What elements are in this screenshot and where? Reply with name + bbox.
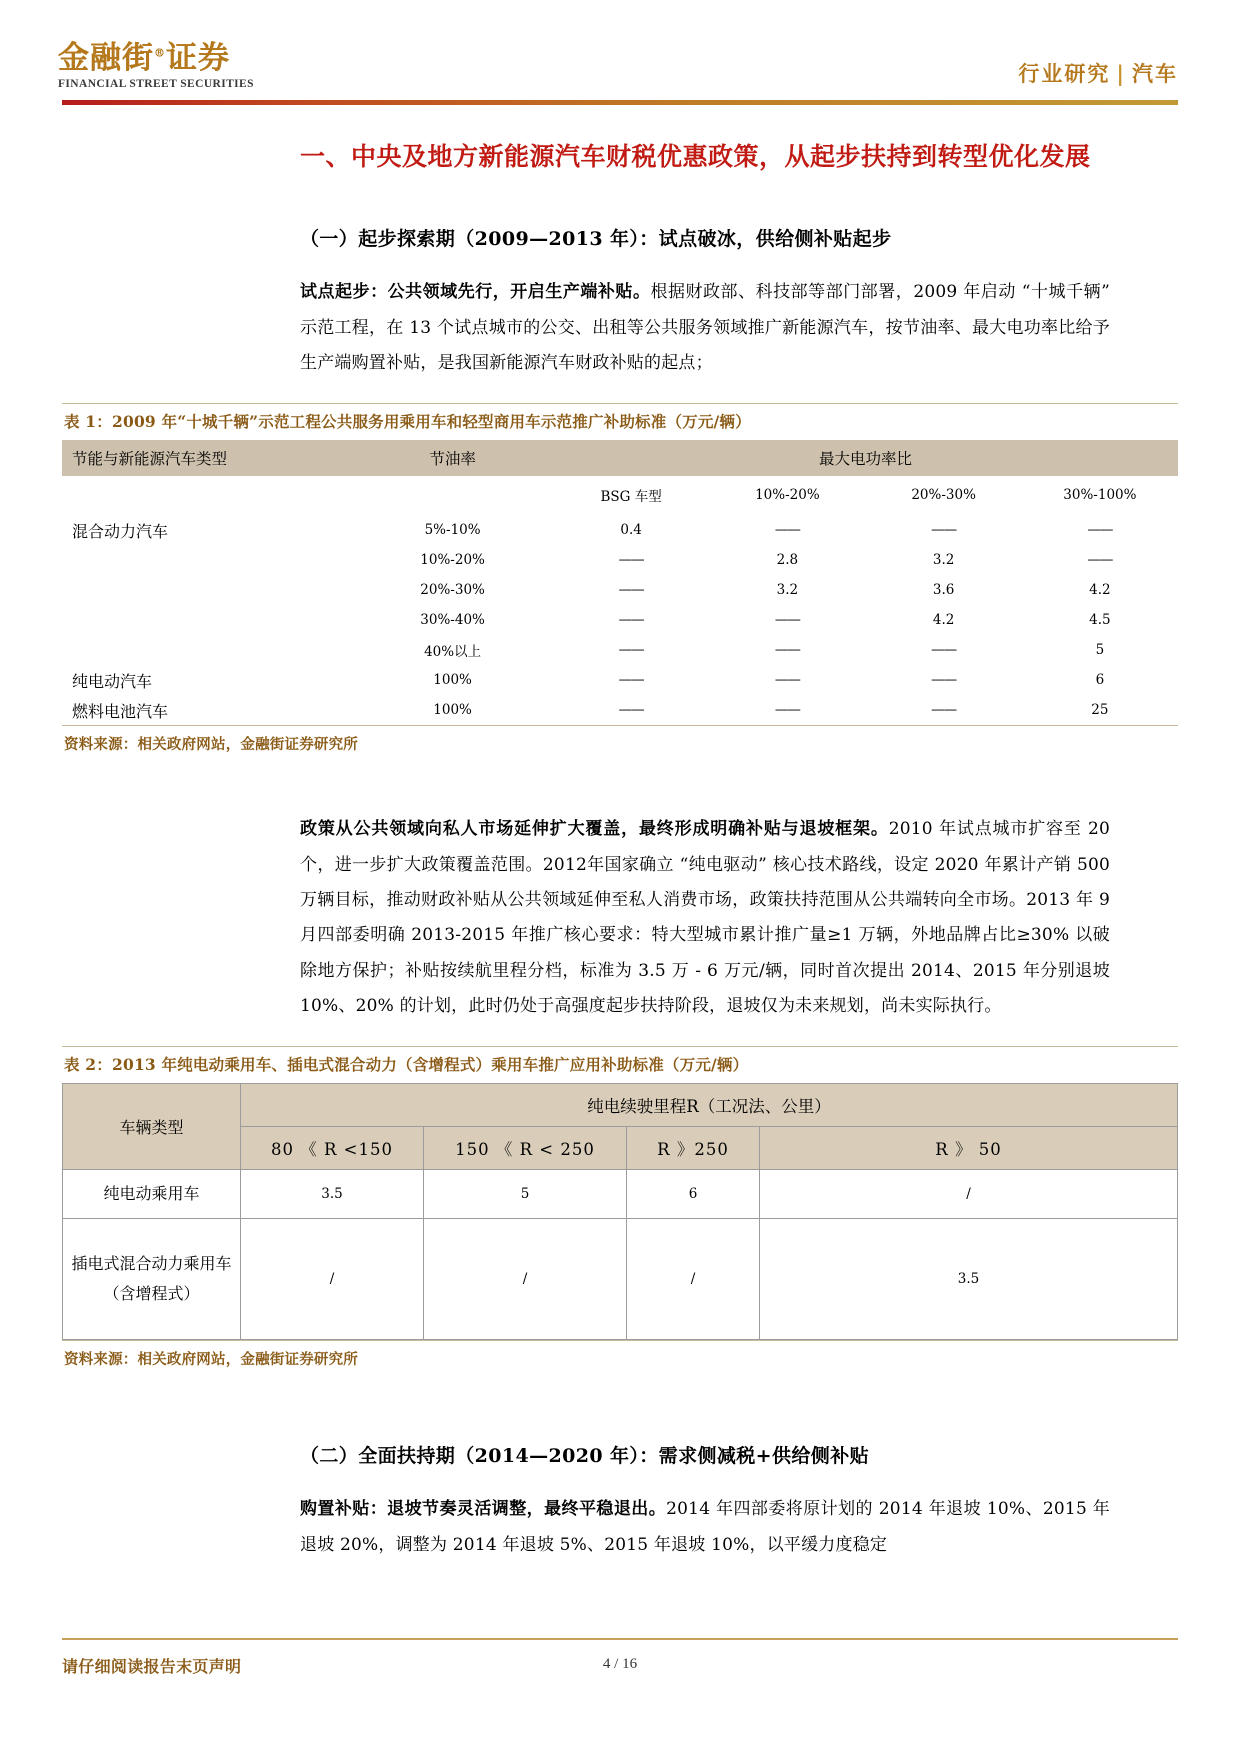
table-2-r0-v1: 5 <box>424 1170 627 1219</box>
table-1-r6-fuel: 100% <box>433 702 472 719</box>
table-row <box>63 1219 1178 1340</box>
table-1-r1-p20: 3.2 <box>932 552 955 569</box>
table-1-r3-type <box>62 605 352 635</box>
table-2-caption: 表 2：2013 年纯电动乘用车、插电式混合动力（含增程式）乘用车推广应用补助标准（万元/辆） <box>62 1046 1178 1083</box>
table-row <box>62 515 1178 546</box>
table-row <box>63 1170 1178 1219</box>
table-1-subhead-10-20: 10%-20% <box>709 476 865 515</box>
table-1-r1-type <box>62 545 352 575</box>
table-1-r3-p20: 4.2 <box>932 612 955 629</box>
table-1-subhead-20-30: 20%-30% <box>866 476 1022 515</box>
table-1-r4-p30: 5 <box>1095 642 1105 659</box>
table-row <box>62 545 1178 575</box>
paragraph-2-lead: 政策从公共领域向私人市场延伸扩大覆盖，最终形成明确补贴与退坡框架。 <box>300 819 889 840</box>
table-1-r4-bsg: —— <box>618 642 644 659</box>
table-1-r4-p20: —— <box>931 642 957 659</box>
footer-rule <box>62 1638 1178 1640</box>
page-total: 16 <box>622 1656 638 1672</box>
table-1-subhead-1 <box>352 476 553 515</box>
page-current: 4 <box>602 1656 611 1672</box>
table-1-col-fuel: 节油率 <box>352 440 553 476</box>
paragraph-1 <box>0 251 1240 381</box>
table-2-r1-v2: / <box>627 1219 760 1340</box>
table-1-r2-bsg: —— <box>618 582 644 599</box>
table-1-r2-p30: 4.2 <box>1089 582 1111 599</box>
footer-page-number <box>62 1656 1178 1673</box>
table-1-subheader-row <box>62 476 1178 515</box>
footer-disclaimer: 请仔细阅读报告末页声明 <box>62 1657 242 1676</box>
table-1-r4-p10: —— <box>774 642 800 659</box>
table-1-r2-fuel: 20%-30% <box>420 582 485 599</box>
table-row <box>62 695 1178 725</box>
table-2-body <box>63 1170 1178 1340</box>
paragraph-2-body: 2010 年试点城市扩容至 20 个，进一步扩大政策覆盖范围。2012年国家确立 “纯电驱动” 核心技术路线，设定 2020 年累计产销 500 万辆目标，推动财政补贴从公共领域延伸至私人消费市场，政策扶持范围从公共端转向全市场。2013 年 9 月四部委明确 2013-2015 年推广核心要求：特大型城市累计推广量≥1 万辆，外地品牌占比≥30% 以破除地方保护；补贴按续航里程分档，标准为 3.5 万 - 6 万元/辆，同时首次提出 2014、2015 年分别退坡 10%、20% 的计划，此时仍处于高强度起步扶持阶段，退坡仅为未来规划，尚未实际执行。 <box>300 819 1110 1017</box>
table-2-col-range-3: R 》250 <box>627 1127 760 1170</box>
table-2-col-range-1: 80 《 R <150 <box>241 1127 424 1170</box>
table-1 <box>62 440 1178 725</box>
table-1-r3-fuel: 30%-40% <box>420 612 485 629</box>
table-2-r0-v3: / <box>760 1170 1178 1219</box>
table-1-col-power-group: 最大电功率比 <box>553 440 1178 476</box>
table-1-r0-p20: —— <box>931 522 957 539</box>
table-1-body <box>62 476 1178 725</box>
table-1-r3-p30: 4.5 <box>1089 612 1111 629</box>
table-1-subhead-bsg: BSG 车型 <box>553 476 709 515</box>
table-2-container <box>0 1046 1240 1369</box>
table-2-source: 资料来源：相关政府网站，金融街证券研究所 <box>62 1340 1178 1369</box>
header-gradient-rule <box>62 100 1178 105</box>
table-2-r0-label: 纯电动乘用车 <box>63 1170 241 1219</box>
table-row <box>62 665 1178 695</box>
table-1-r3-p10: —— <box>774 612 800 629</box>
paragraph-3 <box>0 1468 1240 1563</box>
table-1-r6-p30: 25 <box>1091 702 1109 719</box>
paragraph-1-body: 根据财政部、科技部等部门部署，2009 年启动 “十城千辆” 示范工程，在 13 个试点城市的公交、出租等公共服务领域推广新能源汽车，按节油率、最大电功率比给予生产端购置补贴，是我国新能源汽车财政补贴的起点； <box>300 282 1111 373</box>
paragraph-2 <box>0 754 1240 1024</box>
table-2-r1-v1: / <box>424 1219 627 1340</box>
page-separator: / <box>614 1656 619 1672</box>
table-2-col-vehicle-type: 车辆类型 <box>63 1084 241 1170</box>
paragraph-3-body: 2014 年四部委将原计划的 2014 年退坡 10%、2015 年退坡 20%，调整为 2014 年退坡 5%、2015 年退坡 10%，以平缓力度稳定 <box>300 1499 1110 1555</box>
table-1-subhead-30-100: 30%-100% <box>1022 476 1178 515</box>
table-row <box>62 575 1178 605</box>
header-category <box>1018 58 1178 88</box>
table-1-r0-p30: —— <box>1087 522 1113 539</box>
logo-registered-mark: ® <box>154 46 166 60</box>
section-heading-2: （二）全面扶持期（2014—2020 年）：需求侧减税+供给侧补贴 <box>300 1445 869 1468</box>
table-2-header-row-1 <box>63 1084 1178 1127</box>
table-row <box>62 635 1178 665</box>
table-2-r1-v0: / <box>241 1219 424 1340</box>
table-1-r1-bsg: —— <box>618 552 644 569</box>
table-1-r6-type: 燃料电池汽车 <box>72 701 169 721</box>
table-1-r1-p30: —— <box>1087 552 1113 569</box>
paragraph-3-lead: 购置补贴：退坡节奏灵活调整，最终平稳退出。 <box>300 1499 667 1520</box>
table-2-r0-v2: 6 <box>627 1170 760 1219</box>
page-header <box>0 0 1240 110</box>
table-1-r5-p20: —— <box>931 672 957 689</box>
table-1-r6-p20: —— <box>931 702 957 719</box>
table-1-r4-fuel: 40%以上 <box>424 644 482 661</box>
logo-chinese-name <box>58 42 230 75</box>
table-2-r1-v3: 3.5 <box>760 1219 1178 1340</box>
table-row <box>62 605 1178 635</box>
table-1-col-type: 节能与新能源汽车类型 <box>62 440 352 476</box>
table-1-r0-bsg: 0.4 <box>620 522 642 539</box>
table-1-source: 资料来源：相关政府网站，金融街证券研究所 <box>62 725 1178 754</box>
table-1-r3-bsg: —— <box>618 612 644 629</box>
table-2 <box>62 1083 1178 1340</box>
table-1-caption: 表 1：2009 年“十城千辆”示范工程公共服务用乘用车和轻型商用车示范推广补助标准（万元/辆） <box>62 403 1178 440</box>
page-title: 一、中央及地方新能源汽车财税优惠政策，从起步扶持到转型优化发展 <box>300 142 1091 171</box>
table-1-r5-type: 纯电动汽车 <box>72 671 153 691</box>
header-category-research: 行业研究 <box>1018 61 1111 86</box>
table-1-container <box>0 403 1240 754</box>
table-1-r6-p10: —— <box>774 702 800 719</box>
page-footer <box>62 1648 1178 1688</box>
paragraph-1-lead: 试点起步：公共领域先行，开启生产端补贴。 <box>300 282 651 303</box>
table-1-header-row <box>62 440 1178 476</box>
company-logo <box>58 42 358 90</box>
table-2-header <box>63 1084 1178 1170</box>
table-2-col-range-2: 150 《 R < 250 <box>424 1127 627 1170</box>
logo-english-name: FINANCIAL STREET SECURITIES <box>58 77 254 90</box>
table-2-col-range-4: R 》 50 <box>760 1127 1178 1170</box>
table-2-r1-label: 插电式混合动力乘用车（含增程式） <box>63 1219 241 1340</box>
table-1-r2-p20: 3.6 <box>932 582 955 599</box>
table-1-r5-p30: 6 <box>1095 672 1105 689</box>
logo-cn-part2: 证券 <box>166 40 230 76</box>
table-1-r5-p10: —— <box>774 672 800 689</box>
table-1-r2-p10: 3.2 <box>776 582 799 599</box>
table-2-col-range-group: 纯电续驶里程R（工况法、公里） <box>241 1084 1178 1127</box>
table-1-r0-type: 混合动力汽车 <box>72 521 169 541</box>
table-1-r1-p10: 2.8 <box>776 552 799 569</box>
logo-cn-part1: 金融街 <box>58 40 154 76</box>
table-1-r2-type <box>62 575 352 605</box>
table-1-r0-p10: —— <box>774 522 800 539</box>
page-content <box>0 112 1240 1563</box>
table-1-r1-fuel: 10%-20% <box>420 552 485 569</box>
table-1-r4-type <box>62 635 352 665</box>
table-1-r5-bsg: —— <box>618 672 644 689</box>
table-1-subhead-0 <box>62 476 352 515</box>
table-2-r0-v0: 3.5 <box>241 1170 424 1219</box>
header-category-auto: 汽车 <box>1132 61 1178 86</box>
table-1-r0-fuel: 5%-10% <box>424 522 481 539</box>
table-1-header <box>62 440 1178 476</box>
table-1-r6-bsg: —— <box>618 702 644 719</box>
header-divider: | <box>1116 61 1126 86</box>
section-heading-1: （一）起步探索期（2009—2013 年）：试点破冰，供给侧补贴起步 <box>300 228 892 251</box>
table-1-r5-fuel: 100% <box>433 672 472 689</box>
